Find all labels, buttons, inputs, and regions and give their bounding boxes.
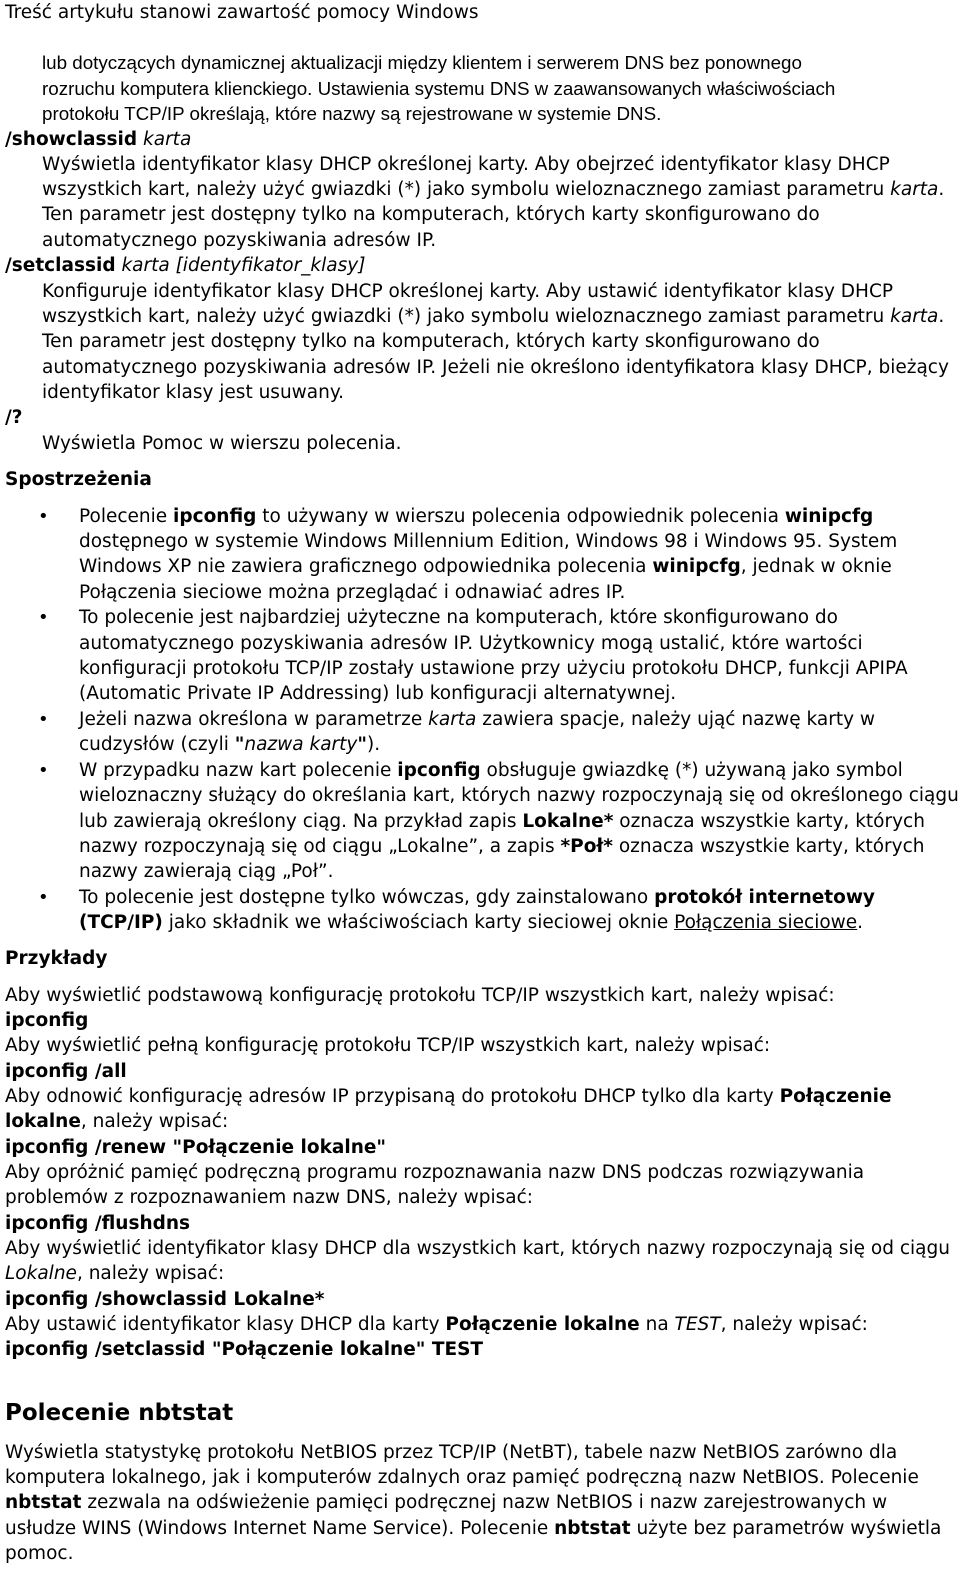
nbtstat-paragraph: Wyświetla statystykę protokołu NetBIOS przez TCP/IP (NetBT), tabele nazw NetBIOS zarówno dla	[5, 1442, 898, 1463]
example-text: Aby ustawić identyfikator klasy DHCP dla karty Połączenie lokalne na TEST, należy wpisać:	[5, 1314, 868, 1335]
setclassid-term	[5, 253, 365, 278]
example-text: Aby wyświetlić pełną konfigurację protokołu TCP/IP wszystkich kart, należy wpisać:	[5, 1035, 771, 1056]
example-text: Aby wyświetlić identyfikator klasy DHCP dla wszystkich kart, których nazwy rozpoczynają się od ciągu	[5, 1238, 950, 1259]
example-text: Aby wyświetlić podstawową konfigurację protokołu TCP/IP wszystkich kart, należy wpisać:	[5, 985, 835, 1006]
nbtstat-paragraph: pomoc.	[5, 1543, 74, 1564]
example-text: Aby opróżnić pamięć podręczną programu rozpoznawania nazw DNS podczas rozwiązywania	[5, 1162, 865, 1183]
example-command: ipconfig	[5, 1010, 89, 1031]
remarks-item-line: dostępnego w systemie Windows Millennium Edition, Windows 98 i Windows 95. System	[79, 531, 898, 552]
remarks-item-line: Jeżeli nazwa określona w parametrze karta zawiera spacje, należy ująć nazwę karty w	[79, 709, 876, 730]
remarks-heading: Spostrzeżenia	[5, 469, 152, 490]
example-command: ipconfig /flushdns	[5, 1213, 191, 1234]
intro-line: protokołu TCP/IP określają, które nazwy są rejestrowane w systemie DNS.	[42, 103, 662, 124]
setclassid-arg: karta	[121, 255, 170, 276]
setclassid-cmd: /setclassid	[5, 255, 116, 276]
setclassid-desc: wszystkich kart, należy użyć gwiazdki (*) jako symbolu wieloznacznego zamiast parametru karta.	[42, 306, 945, 327]
example-text: Lokalne, należy wpisać:	[5, 1263, 225, 1284]
remarks-item-line: nazwy zawierają ciąg „Poł”.	[79, 861, 334, 882]
remarks-item-line: nazwy rozpoczynają się od ciągu „Lokalne”, a zapis *Poł* oznacza wszystkie karty, których	[79, 836, 925, 857]
remarks-item-line: automatycznego pozyskiwania adresów IP. Użytkownicy mogą ustalić, które wartości	[79, 633, 863, 654]
showclassid-desc: Ten parametr jest dostępny tylko na komputerach, których karty skonfigurowano do	[42, 204, 820, 225]
showclassid-cmd: /showclassid	[5, 129, 138, 150]
remarks-item-line: Windows XP nie zawiera graficznego odpowiednika polecenia winipcfg, jednak w oknie	[79, 556, 892, 577]
example-command: ipconfig /renew "Połączenie lokalne"	[5, 1137, 387, 1158]
nbtstat-paragraph: komputera lokalnego, jak i komputerów zdalnych oraz pamięć podręczną nazw NetBIOS. Polecenie	[5, 1467, 919, 1488]
remarks-item-line: lub zawierają określony ciąg. Na przykład zapis Lokalne* oznacza wszystkie karty, których	[79, 811, 925, 832]
example-text: problemów z rozpoznawaniem nazw DNS, należy wpisać:	[5, 1187, 534, 1208]
remarks-item-line: W przypadku nazw kart polecenie ipconfig obsługuje gwiazdkę (*) używaną jako symbol	[79, 760, 903, 781]
nbtstat-paragraph: usłudze WINS (Windows Internet Name Service). Polecenie nbtstat użyte bez parametrów wyświetla	[5, 1518, 942, 1539]
example-text: lokalne, należy wpisać:	[5, 1111, 229, 1132]
bullet-icon: •	[38, 607, 49, 628]
example-command: ipconfig /all	[5, 1061, 127, 1082]
remarks-item-line: To polecenie jest najbardziej użyteczne na komputerach, które skonfigurowano do	[79, 607, 838, 628]
setclassid-desc: identyfikator klasy jest usuwany.	[42, 382, 345, 403]
intro-line: rozruchu komputera klienckiego. Ustawienia systemu DNS w zaawansowanych właściwościach	[42, 78, 836, 99]
showclassid-arg: karta	[143, 129, 192, 150]
setclassid-arg: [identyfikator_klasy]	[175, 255, 366, 276]
setclassid-desc: Ten parametr jest dostępny tylko na komputerach, których karty skonfigurowano do	[42, 331, 820, 352]
remarks-item-line: konfiguracji protokołu TCP/IP zostały ustawione przy użyciu protokołu DHCP, funkcji APIPA	[79, 658, 908, 679]
remarks-item-line: (Automatic Private IP Addressing) lub konfiguracji alternatywnej.	[79, 683, 677, 704]
setclassid-desc: automatycznego pozyskiwania adresów IP. Jeżeli nie określono identyfikatora klasy DHCP, bieżący	[42, 357, 949, 378]
intro-line: lub dotyczących dynamicznej aktualizacji między klientem i serwerem DNS bez ponownego	[42, 52, 802, 73]
bullet-icon: •	[38, 760, 49, 781]
examples-heading: Przykłady	[5, 948, 108, 969]
showclassid-desc: automatycznego pozyskiwania adresów IP.	[42, 230, 437, 251]
example-command: ipconfig /showclassid Lokalne*	[5, 1289, 325, 1310]
page-header: Treść artykułu stanowi zawartość pomocy Windows	[5, 2, 479, 23]
example-command: ipconfig /setclassid "Połączenie lokalne" TEST	[5, 1339, 484, 1360]
bullet-icon: •	[38, 709, 49, 730]
setclassid-desc: Konfiguruje identyfikator klasy DHCP określonej karty. Aby ustawić identyfikator klasy DHCP	[42, 281, 894, 302]
remarks-item-line: Połączenia sieciowe można przeglądać i odnawiać adres IP.	[79, 582, 626, 603]
remarks-item-line: To polecenie jest dostępne tylko wówczas, gdy zainstalowano protokół internetowy	[79, 887, 875, 908]
remarks-item-line: (TCP/IP) jako składnik we właściwościach karty sieciowej oknie Połączenia sieciowe.	[79, 912, 864, 933]
nbtstat-paragraph: nbtstat zezwala na odświeżenie pamięci podręcznej nazw NetBIOS i nazw zarejestrowanych w	[5, 1492, 888, 1513]
showclassid-desc: Wyświetla identyfikator klasy DHCP określonej karty. Aby obejrzeć identyfikator klasy DHCP	[42, 154, 890, 175]
showclassid-term	[5, 127, 191, 152]
remarks-item-line: wieloznaczny służący do określania kart, których nazwy rozpoczynają się od określonego ciągu	[79, 785, 959, 806]
network-connections-link[interactable]: Połączenia sieciowe	[674, 912, 858, 933]
remarks-item-line: Polecenie ipconfig to używany w wierszu polecenia odpowiednik polecenia winipcfg	[79, 506, 874, 527]
example-text: Aby odnowić konfigurację adresów IP przypisaną do protokołu DHCP tylko dla karty Połączenie	[5, 1086, 892, 1107]
bullet-icon: •	[38, 887, 49, 908]
showclassid-desc: wszystkich kart, należy użyć gwiazdki (*) jako symbolu wieloznacznego zamiast parametru karta.	[42, 179, 945, 200]
help-cmd: /?	[5, 407, 23, 428]
nbtstat-heading: Polecenie nbtstat	[5, 1400, 234, 1426]
help-desc: Wyświetla Pomoc w wierszu polecenia.	[42, 433, 402, 454]
remarks-item-line: cudzysłów (czyli "nazwa karty").	[79, 734, 381, 755]
bullet-icon: •	[38, 506, 49, 527]
